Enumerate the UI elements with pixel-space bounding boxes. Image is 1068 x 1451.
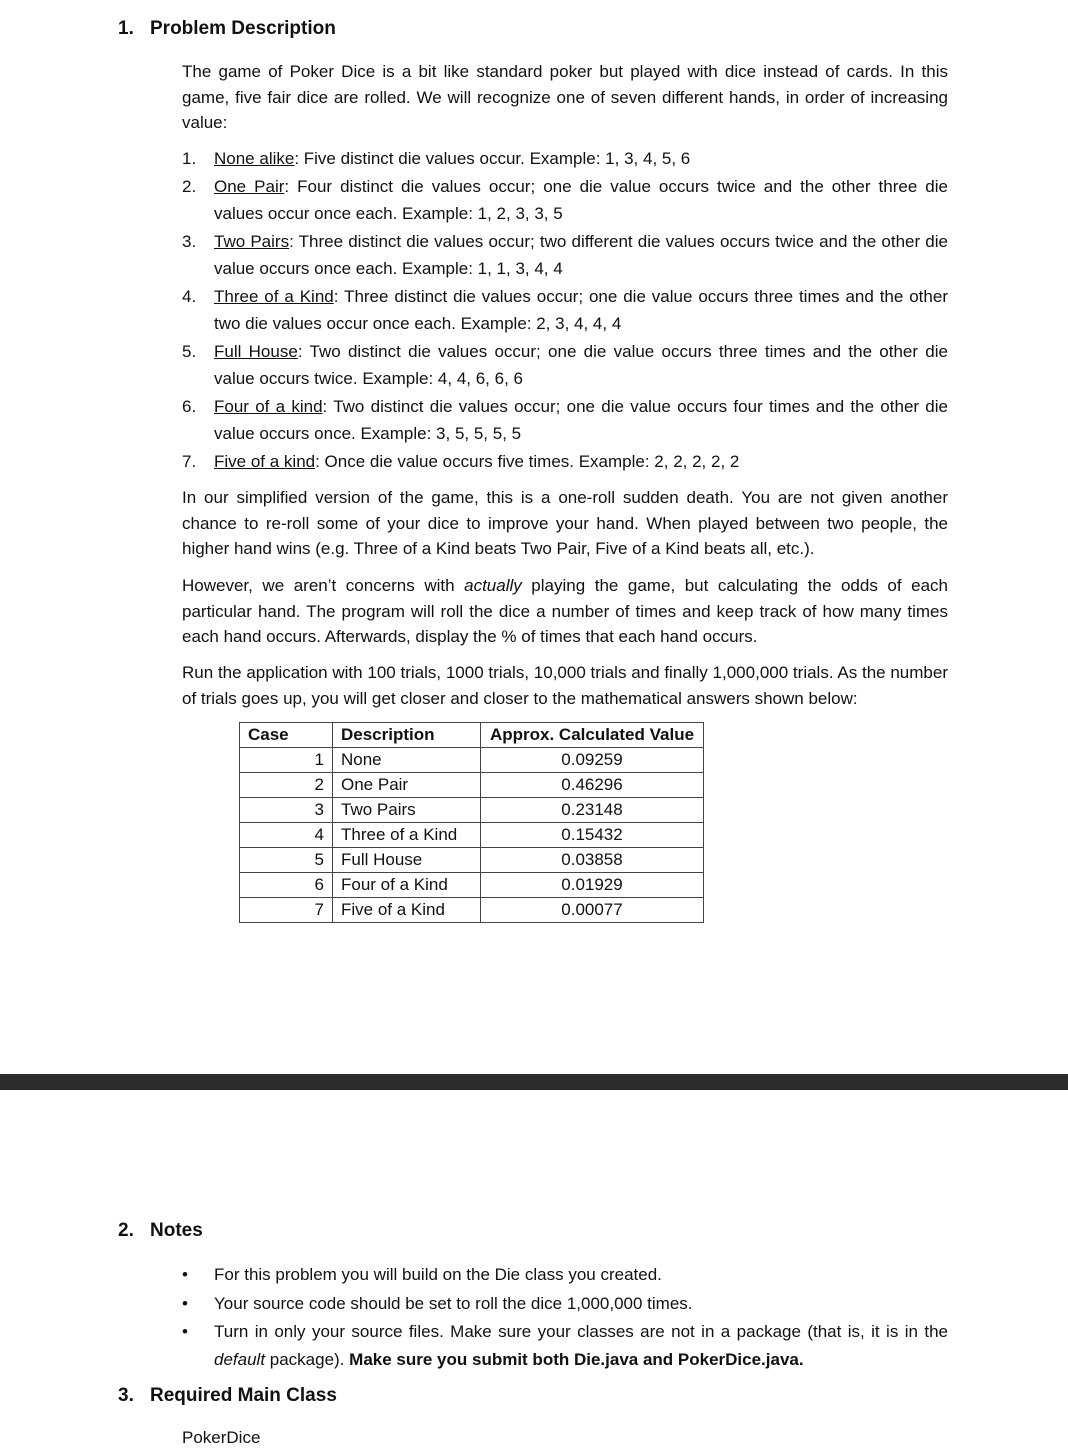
list-item — [182, 1318, 948, 1373]
table-cell-case: 5 — [240, 848, 333, 873]
list-item — [182, 145, 948, 173]
note-bold-text: Make sure you submit both Die.java and PokerDice.java. — [349, 1349, 804, 1369]
section-2-number: 2. — [118, 1220, 134, 1241]
hand-description: : Four distinct die values occur; one die value occurs twice and the other three die values occur once each. Example: 1, 2, 3, 3, 5 — [214, 176, 948, 223]
section-1-title: Problem Description — [150, 18, 336, 39]
rules-paragraph: In our simplified version of the game, this is a one-roll sudden death. You are not given another chance to re-roll some of your dice to improve your hand. When played between two people, the higher hand wins (e.g. Three of a Kind beats Two Pair, Five of a Kind beats all, etc.). — [182, 488, 948, 558]
note-text: For this problem you will build on the Die class you created. — [214, 1265, 662, 1284]
table-cell-value: 0.09259 — [481, 748, 704, 773]
table-cell-case: 1 — [240, 748, 333, 773]
list-number: 3. — [182, 231, 197, 251]
list-number: 4. — [182, 286, 197, 306]
table-cell-description: None — [333, 748, 481, 773]
table-cell-case: 2 — [240, 773, 333, 798]
list-item — [182, 173, 948, 228]
odds-paragraph — [182, 573, 948, 650]
table-cell-case: 7 — [240, 898, 333, 923]
column-header-description: Description — [333, 723, 481, 748]
list-number: 6. — [182, 396, 197, 416]
intro-paragraph: The game of Poker Dice is a bit like standard poker but played with dice instead of cards. In this game, five fair dice are rolled. We will recognize one of seven different hands, in order of increasing value: — [182, 62, 948, 132]
table-cell-description: One Pair — [333, 773, 481, 798]
table-row — [240, 848, 704, 873]
table-cell-value: 0.23148 — [481, 798, 704, 823]
list-number: 5. — [182, 341, 197, 361]
table-row — [240, 873, 704, 898]
table-row — [240, 773, 704, 798]
table-row — [240, 898, 704, 923]
hand-description: : Three distinct die values occur; two different die values occurs twice and the other die value occurs once each. Example: 1, 1, 3, 4, 4 — [214, 231, 948, 278]
list-item — [182, 283, 948, 338]
hand-name: Two Pairs — [214, 231, 290, 251]
table-cell-description: Three of a Kind — [333, 823, 481, 848]
hand-description: : Two distinct die values occur; one die value occurs three times and the other die value occurs twice. Example: 4, 4, 6, 6, 6 — [214, 341, 948, 388]
section-3-number: 3. — [118, 1385, 134, 1406]
list-item — [182, 228, 948, 283]
table-cell-case: 4 — [240, 823, 333, 848]
table-header-row — [240, 723, 704, 748]
list-number: 1. — [182, 149, 197, 168]
table-cell-value: 0.03858 — [481, 848, 704, 873]
note-text: Turn in only your source files. Make sure your classes are not in a package (that is, it is in the — [214, 1322, 948, 1341]
table-row — [240, 798, 704, 823]
list-number: 7. — [182, 451, 197, 471]
section-2-heading — [118, 1220, 203, 1242]
table-cell-description: Full House — [333, 848, 481, 873]
column-header-value: Approx. Calculated Value — [481, 723, 704, 748]
section-3-heading — [118, 1385, 337, 1407]
table-cell-value: 0.00077 — [481, 898, 704, 923]
table-cell-case: 6 — [240, 873, 333, 898]
hand-name: Three of a Kind — [214, 286, 334, 306]
note-text: package). — [265, 1349, 350, 1369]
table-cell-value: 0.15432 — [481, 823, 704, 848]
list-number: 2. — [182, 176, 197, 196]
table-row — [240, 823, 704, 848]
page-break-divider — [0, 1074, 1068, 1090]
section-1-heading — [118, 18, 336, 40]
table-cell-case: 3 — [240, 798, 333, 823]
list-item — [182, 393, 948, 448]
main-class-name: PokerDice — [182, 1428, 261, 1447]
hand-name: None alike — [214, 149, 295, 168]
hands-list — [182, 145, 948, 475]
list-item — [182, 338, 948, 393]
odds-text-emphasis: actually — [464, 576, 522, 595]
table-cell-description: Four of a Kind — [333, 873, 481, 898]
table-cell-value: 0.46296 — [481, 773, 704, 798]
hand-name: Five of a kind — [214, 451, 316, 471]
odds-text-b: playing the game, but calculating the odds of each particular hand. The program will roll the dice a number of times and keep track of how many times each hand occurs. Afterwards, display the % of times that each hand occurs. — [182, 576, 948, 646]
probability-table — [239, 722, 704, 923]
table-cell-description: Five of a Kind — [333, 898, 481, 923]
hand-name: Full House — [214, 341, 298, 361]
hand-description: : Two distinct die values occur; one die value occurs four times and the other die value occurs once. Example: 3, 5, 5, 5, 5 — [214, 396, 948, 443]
hand-name: Four of a kind — [214, 396, 323, 416]
hand-description: : Five distinct die values occur. Example: 1, 3, 4, 5, 6 — [294, 149, 691, 168]
note-emphasis: default — [214, 1349, 266, 1369]
list-item — [182, 448, 948, 476]
hand-description: : Three distinct die values occur; one die value occurs three times and the other two die values occur once each. Example: 2, 3, 4, 4, 4 — [214, 286, 948, 333]
hand-description: : Once die value occurs five times. Example: 2, 2, 2, 2, 2 — [315, 451, 740, 471]
list-item — [182, 1261, 948, 1289]
section-1-number: 1. — [118, 18, 134, 39]
hand-name: One Pair — [214, 176, 285, 196]
table-cell-description: Two Pairs — [333, 798, 481, 823]
section-2-title: Notes — [150, 1220, 203, 1241]
odds-text-a: However, we aren’t concerns with — [182, 576, 465, 595]
note-text: Your source code should be set to roll the dice 1,000,000 times. — [214, 1293, 693, 1313]
notes-list — [182, 1261, 948, 1374]
list-item — [182, 1290, 948, 1318]
section-3-title: Required Main Class — [150, 1385, 337, 1406]
table-cell-value: 0.01929 — [481, 873, 704, 898]
column-header-case: Case — [240, 723, 333, 748]
table-row — [240, 748, 704, 773]
trials-paragraph: Run the application with 100 trials, 1000 trials, 10,000 trials and finally 1,000,000 trials. As the number of trials goes up, you will get closer and closer to the mathematical answers shown below: — [182, 663, 948, 708]
